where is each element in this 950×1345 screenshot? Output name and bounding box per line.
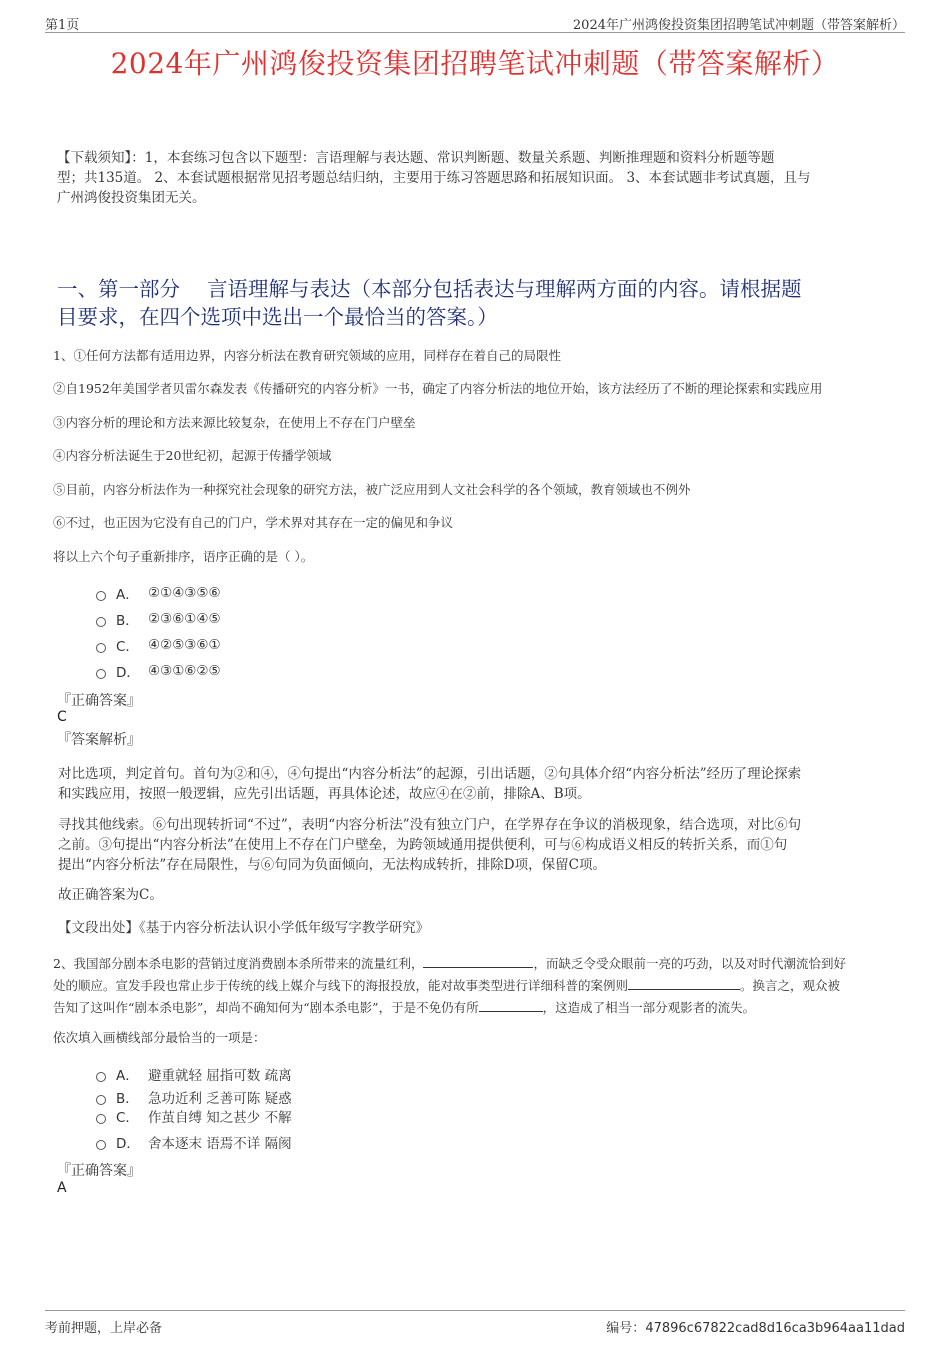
q1-sentence: ④内容分析法诞生于20世纪初，起源于传播学领域 bbox=[53, 448, 332, 463]
footer-code: 编号：47896c67822cad8d16ca3b964aa11dad bbox=[606, 1321, 905, 1336]
q2-stem: 2、我国部分剧本杀电影的营销过度消费剧本杀所带来的流量红利， ，而缺乏令受众眼前一亮的巧劲，以及对时代潮流恰到好 处的顺应。宣发手段也常止步于传统的线上媒介与线下的海报投放，能对故事类型进行详细科普的案例则 。换言之，观众被 告知了这叫作“剧本杀电影”，却尚不确知何为“剧本杀电影”，于是不免仍有所 ，这造成了相当一部分观影者的流失。 bbox=[53, 953, 903, 1019]
q1-option-c[interactable]: C． ④②⑤③⑥① bbox=[96, 634, 221, 656]
radio-icon[interactable] bbox=[96, 1095, 106, 1105]
footer-slogan: 考前押题，上岸必备 bbox=[45, 1321, 163, 1336]
page-number: 第1页 bbox=[45, 18, 80, 33]
radio-icon[interactable] bbox=[96, 643, 106, 653]
header-doc-title: 2024年广州鸿俊投资集团招聘笔试冲刺题（带答案解析） bbox=[572, 18, 905, 33]
q1-prompt: 将以上六个句子重新排序，语序正确的是（ ）。 bbox=[53, 549, 314, 564]
q1-analysis-label: 『答案解析』 bbox=[57, 732, 141, 748]
notice-line: 【下载须知】：1，本套练习包含以下题型：言语理解与表达题、常识判断题、数量关系题、判断推理题和资料分析题等题 bbox=[57, 150, 775, 166]
q1-sentence: ⑤目前，内容分析法作为一种探究社会现象的研究方法，被广泛应用到人文社会科学的各个领域，教育领域也不例外 bbox=[53, 482, 691, 497]
page-footer bbox=[45, 1310, 905, 1336]
q2-option-b[interactable]: B． 急功近利 乏善可陈 疑惑 bbox=[96, 1086, 292, 1108]
q1-option-b[interactable]: B． ②③⑥①④⑤ bbox=[96, 608, 221, 630]
notice-line: 广州鸿俊投资集团无关。 bbox=[57, 190, 206, 206]
radio-icon[interactable] bbox=[96, 1072, 106, 1082]
q2-answer: A bbox=[57, 1180, 67, 1196]
q2-prompt: 依次填入画横线部分最恰当的一项是： bbox=[53, 1030, 266, 1045]
notice-line: 型；共135道。 2、本套试题根据常见招考题总结归纳，主要用于练习答题思路和拓展知识面。 3、本套试题非考试真题，且与 bbox=[57, 170, 811, 186]
section-heading bbox=[57, 275, 902, 331]
radio-icon[interactable] bbox=[96, 1140, 106, 1150]
q2-answer-label: 『正确答案』 bbox=[57, 1163, 141, 1179]
q1-sentence: ③内容分析的理论和方法来源比较复杂，在使用上不存在门户壁垒 bbox=[53, 415, 416, 430]
q1-option-a[interactable]: A． ②①④③⑤⑥ bbox=[96, 582, 221, 604]
q1-sentence: ②自1952年美国学者贝雷尔森发表《传播研究的内容分析》一书，确定了内容分析法的地位开始，该方法经历了不断的理论探索和实践应用 bbox=[53, 381, 823, 396]
radio-icon[interactable] bbox=[96, 1114, 106, 1124]
q1-analysis-paragraph: 对比选项，判定首句。首句为②和④，④句提出“内容分析法”的起源，引出话题，②句具体介绍“内容分析法”经历了理论探索 和实践应用，按照一般逻辑，应先引出话题，再具体论述，故应④在②前，排除A、B项。 bbox=[58, 766, 802, 802]
q2-option-d[interactable]: D． 舍本逐末 语焉不详 隔阂 bbox=[96, 1131, 292, 1153]
radio-icon[interactable] bbox=[96, 591, 106, 601]
q1-sentence: ⑥不过，也正因为它没有自己的门户，学术界对其存在一定的偏见和争议 bbox=[53, 515, 454, 530]
q1-sentence: 1、①任何方法都有适用边界，内容分析法在教育研究领域的应用，同样存在着自己的局限性 bbox=[53, 348, 561, 363]
radio-icon[interactable] bbox=[96, 617, 106, 627]
q2-option-c[interactable]: C． 作茧自缚 知之甚少 不解 bbox=[96, 1105, 292, 1127]
q1-answer: C bbox=[57, 709, 67, 725]
q1-conclusion: 故正确答案为C。 bbox=[58, 887, 163, 903]
q1-answer-label: 『正确答案』 bbox=[57, 693, 141, 709]
q1-option-d[interactable]: D． ④③①⑥②⑤ bbox=[96, 660, 221, 682]
section-heading-line: 目要求，在四个选项中选出一个最恰当的答案。） bbox=[57, 305, 498, 329]
q2-option-a[interactable]: A． 避重就轻 屈指可数 疏离 bbox=[96, 1063, 292, 1085]
document-title: 2024年广州鸿俊投资集团招聘笔试冲刺题（带答案解析） bbox=[110, 47, 840, 80]
fill-blank-3 bbox=[479, 997, 543, 1012]
download-notice bbox=[57, 148, 897, 208]
section-heading-line: 一、第一部分 言语理解与表达（本部分包括表达与理解两方面的内容。请根据题 bbox=[57, 277, 802, 301]
q1-analysis-paragraph: 寻找其他线索。⑥句出现转折词“不过”，表明“内容分析法”没有独立门户，在学界存在争议的消极现象，结合选项，对比⑥句 之前。③句提出“内容分析法”在使用上不存在门户壁垒，为跨领域通用提供便利，可与⑥构成语义相反的转折关系，而①句 提出“内容分析法”存在局限性，与⑥句同为负面倾向，无法构成转折，排除D项，保留C项。 bbox=[58, 817, 802, 873]
fill-blank-1 bbox=[423, 953, 533, 968]
page-header bbox=[45, 8, 905, 33]
radio-icon[interactable] bbox=[96, 669, 106, 679]
fill-blank-2 bbox=[628, 975, 740, 990]
q1-source: 【文段出处】《基于内容分析法认识小学低年级写字教学研究》 bbox=[58, 920, 430, 936]
